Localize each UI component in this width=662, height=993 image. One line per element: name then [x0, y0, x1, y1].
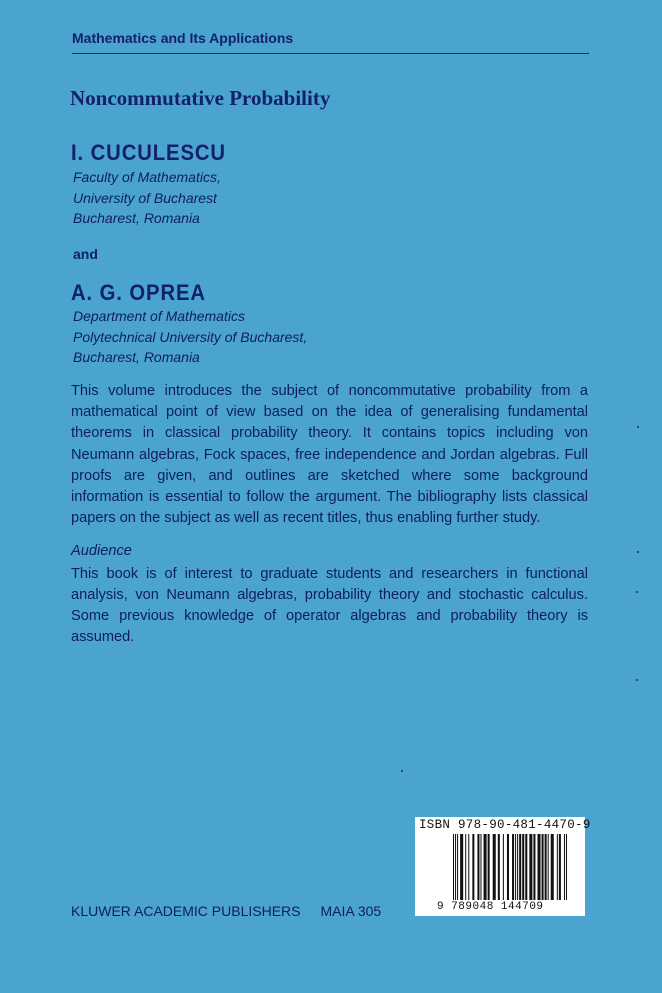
barcode-bar: [453, 834, 454, 900]
barcode-bar: [507, 834, 509, 900]
audience-text: This book is of interest to graduate students and researchers in functional analysis, von Neumann algebras, probability theory and stochastic calculus. Some previous knowledge of operator algebras and probability theory is assumed.: [71, 566, 588, 645]
barcode-bar: [460, 834, 463, 900]
barcode-bar: [477, 834, 479, 900]
barcode-bar: [517, 834, 518, 900]
book-title: Noncommutative Probability: [70, 86, 331, 110]
print-speck: [401, 770, 403, 772]
author-1-affiliation-line: University of Bucharest: [73, 189, 217, 206]
barcode-bar: [566, 834, 567, 900]
author-2-affiliation-line: Department of Mathematics: [73, 308, 245, 324]
author-1-name: I. CUCULESCU: [71, 140, 226, 165]
author-1-affiliation-line: Bucharest, Romania: [73, 210, 200, 226]
barcode-bar: [457, 834, 458, 900]
author-1-affiliation: [73, 167, 221, 229]
print-speck: [636, 679, 638, 681]
print-speck: [637, 426, 639, 428]
barcode-bar: [548, 834, 549, 900]
barcode-bar: [515, 834, 516, 900]
author-conjunction: and: [73, 246, 98, 262]
barcode-bar: [484, 834, 487, 900]
series-divider: [72, 53, 589, 54]
barcode-bar: [522, 834, 524, 900]
print-speck: [636, 591, 638, 593]
barcode-bar: [542, 834, 544, 900]
barcode-bar: [551, 834, 554, 900]
series-title: Mathematics and Its Applications: [72, 30, 294, 46]
author-2-name: A. G. OPREA: [71, 280, 206, 305]
publisher-name: KLUWER ACADEMIC PUBLISHERS: [71, 903, 301, 919]
author-1-affiliation-line: Faculty of Mathematics,: [73, 169, 221, 185]
author-2-affiliation-line: Polytechnical University of Bucharest,: [73, 328, 308, 345]
isbn-text: ISBN 978-90-481-4470-9: [419, 818, 591, 832]
publisher-line: [71, 903, 381, 919]
audience-heading: Audience: [71, 543, 132, 559]
barcode-bar: [512, 834, 514, 900]
barcode-bar: [465, 834, 466, 900]
author-2-affiliation: [73, 306, 307, 368]
barcode-label: [415, 817, 591, 916]
barcode-bar: [503, 834, 504, 900]
barcode-bar: [564, 834, 565, 900]
barcode-bar: [472, 834, 474, 900]
book-description: This volume introduces the subject of noncommutative probability from a mathematical point of view based on the idea of generalising fundamental theorems in classical probability theory. It contains topics including von Neumann algebras, Fock spaces, free independence and Jordan algebras. Full proofs are given, and outlines are sketched where some background information is essential to follow the argument. The bibliography lists classical papers on the subject as well as recent titles, thus enabling further study.: [71, 383, 588, 527]
barcode-bar: [498, 834, 500, 900]
barcode-image: [453, 834, 567, 902]
barcode-bar: [559, 834, 561, 900]
barcode-bar: [557, 834, 558, 900]
barcode-bar: [480, 834, 481, 900]
author-2-affiliation-line: Bucharest, Romania: [73, 349, 200, 365]
barcode-bar: [468, 834, 469, 900]
barcode-bar: [488, 834, 490, 900]
barcode-bar: [533, 834, 535, 900]
print-speck: [637, 551, 639, 553]
barcode-bar: [537, 834, 540, 900]
barcode-bar: [529, 834, 532, 900]
barcode-bar: [525, 834, 527, 900]
barcode-bar: [519, 834, 521, 900]
barcode-bar: [455, 834, 456, 900]
ean-digits: 9 789048 144709: [437, 901, 544, 913]
series-number: MAIA 305: [320, 903, 382, 919]
barcode-bar: [545, 834, 547, 900]
barcode-bar: [493, 834, 496, 900]
